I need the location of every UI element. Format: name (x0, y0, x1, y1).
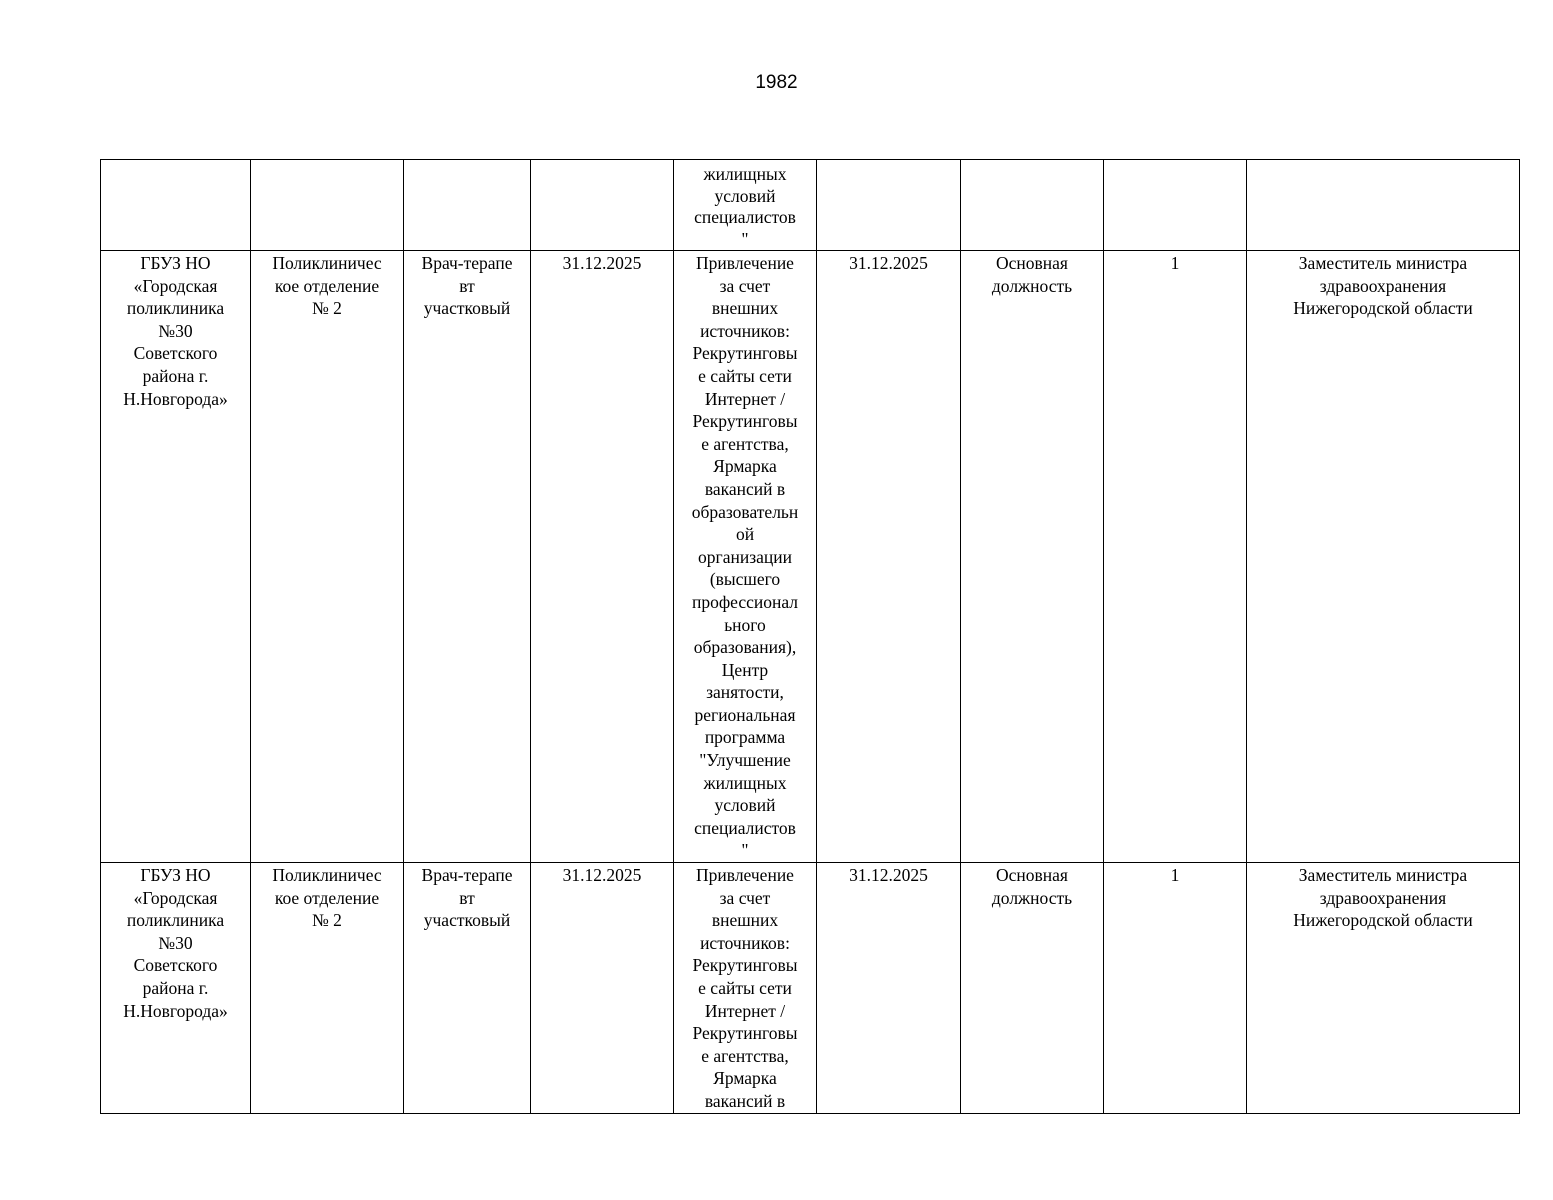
table-row (101, 251, 1520, 863)
position-cell: Врач-терапе вт участковый (404, 863, 531, 1114)
staffing-table (100, 159, 1520, 1114)
org-cell: ГБУЗ НО «Городская поликлиника №30 Советского района г. Н.Новгорода» (101, 251, 251, 863)
deadline-cell: 31.12.2025 (817, 863, 961, 1114)
department-cell (251, 160, 404, 251)
employment-cell: Основная должность (961, 863, 1104, 1114)
count-cell: 1 (1104, 863, 1247, 1114)
deadline-cell: 31.12.2025 (817, 251, 961, 863)
count-cell (1104, 160, 1247, 251)
date-cell: 31.12.2025 (531, 863, 674, 1114)
position-cell: Врач-терапе вт участковый (404, 251, 531, 863)
table-row (101, 863, 1520, 1114)
department-cell: Поликлиничес кое отделение № 2 (251, 863, 404, 1114)
responsible-cell: Заместитель министра здравоохранения Нижегородской области (1247, 251, 1520, 863)
table-row (101, 160, 1520, 251)
department-cell: Поликлиничес кое отделение № 2 (251, 251, 404, 863)
org-cell: ГБУЗ НО «Городская поликлиника №30 Советского района г. Н.Новгорода» (101, 863, 251, 1114)
source-cell: Привлечение за счет внешних источников: Рекрутинговы е сайты сети Интернет / Рекрутинговы е агентства, Ярмарка вакансий в образовательн ой организации (высшего профессионал ьного образования), Центр занятости, региональная программа "Улучшение жилищных условий специалистов " (674, 251, 817, 863)
date-cell (531, 160, 674, 251)
page-number: 1982 (755, 72, 798, 93)
employment-cell: Основная должность (961, 251, 1104, 863)
position-cell (404, 160, 531, 251)
org-cell (101, 160, 251, 251)
responsible-cell: Заместитель министра здравоохранения Нижегородской области (1247, 863, 1520, 1114)
date-cell: 31.12.2025 (531, 251, 674, 863)
employment-cell (961, 160, 1104, 251)
responsible-cell (1247, 160, 1520, 251)
deadline-cell (817, 160, 961, 251)
source-cell: жилищных условий специалистов " (674, 160, 817, 251)
source-cell: Привлечение за счет внешних источников: Рекрутинговы е сайты сети Интернет / Рекрутинговы е агентства, Ярмарка вакансий в (674, 863, 817, 1114)
count-cell: 1 (1104, 251, 1247, 863)
